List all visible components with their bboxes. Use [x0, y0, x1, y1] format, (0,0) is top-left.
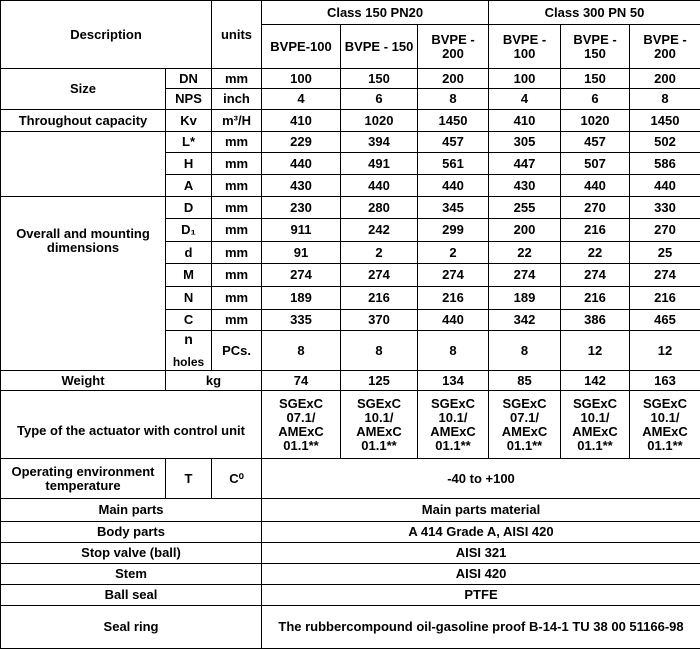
actuator-line: 10.1/: [633, 411, 697, 425]
blank-cell: [1, 132, 166, 197]
table-cell: 305: [489, 132, 561, 153]
table-cell: 8: [341, 331, 418, 371]
table-cell: 1450: [418, 110, 489, 132]
actuator-line: 07.1/: [265, 411, 337, 425]
table-cell: 345: [418, 197, 489, 219]
table-cell: 274: [561, 264, 630, 287]
table-cell: 457: [561, 132, 630, 153]
table-cell: 230: [262, 197, 341, 219]
actuator-line: 01.1**: [633, 439, 697, 453]
dn-symbol: DN: [166, 69, 212, 89]
model-header: BVPE - 200: [630, 25, 700, 69]
dimension-symbol: L*: [166, 132, 212, 153]
model-header: BVPE - 150: [341, 25, 418, 69]
table-cell: 274: [341, 264, 418, 287]
environment-value: -40 to +100: [262, 459, 700, 499]
table-cell: 274: [262, 264, 341, 287]
table-cell: 370: [341, 310, 418, 331]
table-row: [1, 499, 700, 522]
dimensions-label: Overall and mounting dimensions: [1, 197, 166, 371]
table-cell: 6: [561, 89, 630, 110]
actuator-line: SGExC: [421, 397, 485, 411]
table-cell: 142: [561, 371, 630, 391]
dimension-symbol: C: [166, 310, 212, 331]
actuator-line: 01.1**: [492, 439, 557, 453]
table-cell: 386: [561, 310, 630, 331]
table-cell: 6: [341, 89, 418, 110]
table-cell: 100: [262, 69, 341, 89]
table-row: [1, 110, 700, 132]
dimension-unit: mm: [212, 153, 262, 175]
part-name: Stop valve (ball): [1, 543, 262, 564]
actuator-line: AMExC: [344, 425, 414, 439]
model-header: BVPE-100: [262, 25, 341, 69]
description-header: Description: [1, 1, 212, 69]
table-row: [1, 606, 700, 649]
table-cell: 22: [489, 242, 561, 264]
dimension-unit: mm: [212, 197, 262, 219]
capacity-label: Throughout capacity: [1, 110, 166, 132]
model-header: BVPE - 100: [489, 25, 561, 69]
table-cell: 335: [262, 310, 341, 331]
part-material: PTFE: [262, 585, 700, 606]
weight-label: Weight: [1, 371, 166, 391]
table-cell: 440: [418, 175, 489, 197]
table-cell: 12: [630, 331, 700, 371]
actuator-line: 10.1/: [564, 411, 626, 425]
environment-symbol: T: [166, 459, 212, 499]
table-row: [1, 391, 700, 459]
table-cell: 440: [262, 153, 341, 175]
part-name: Stem: [1, 564, 262, 585]
actuator-line: SGExC: [633, 397, 697, 411]
table-cell: 430: [489, 175, 561, 197]
table-cell: 270: [561, 197, 630, 219]
table-cell: 342: [489, 310, 561, 331]
part-material: The rubbercompound oil-gasoline proof B-14-1 TU 38 00 51166-98: [262, 606, 700, 649]
environment-unit: C⁰: [212, 459, 262, 499]
table-cell: 216: [561, 287, 630, 310]
nps-unit: inch: [212, 89, 262, 110]
table-cell: 8: [418, 89, 489, 110]
table-cell: 200: [489, 219, 561, 242]
table-row: [1, 132, 700, 153]
holes-symbol-cell: [166, 331, 212, 371]
table-cell: 74: [262, 371, 341, 391]
table-cell: 200: [630, 69, 700, 89]
header-row-classes: [1, 1, 700, 25]
table-cell: 25: [630, 242, 700, 264]
table-cell: 242: [341, 219, 418, 242]
actuator-line: 01.1**: [265, 439, 337, 453]
nps-symbol: NPS: [166, 89, 212, 110]
table-cell: 447: [489, 153, 561, 175]
table-cell: 270: [630, 219, 700, 242]
dimension-symbol: D₁: [166, 219, 212, 242]
table-cell: 561: [418, 153, 489, 175]
table-row: [1, 197, 700, 219]
dimension-symbol: M: [166, 264, 212, 287]
table-cell: 216: [561, 219, 630, 242]
environment-label: Operating environment temperature: [1, 459, 166, 499]
table-cell: 22: [561, 242, 630, 264]
dimension-symbol: A: [166, 175, 212, 197]
table-cell: 125: [341, 371, 418, 391]
actuator-line: SGExC: [564, 397, 626, 411]
actuator-line: SGExC: [344, 397, 414, 411]
table-cell: 330: [630, 197, 700, 219]
holes-symbol-line2: holes: [169, 355, 208, 369]
actuator-line: 01.1**: [344, 439, 414, 453]
table-cell: 280: [341, 197, 418, 219]
table-cell: 2: [341, 242, 418, 264]
table-cell: 274: [630, 264, 700, 287]
size-label: Size: [1, 69, 166, 110]
table-cell: 255: [489, 197, 561, 219]
table-cell: 440: [341, 175, 418, 197]
part-material: A 414 Grade A, AISI 420: [262, 522, 700, 543]
class-150-header: Class 150 PN20: [262, 1, 489, 25]
weight-unit: kg: [166, 371, 262, 391]
model-header: BVPE - 150: [561, 25, 630, 69]
actuator-line: AMExC: [265, 425, 337, 439]
part-material: AISI 321: [262, 543, 700, 564]
actuator-cell: [418, 391, 489, 459]
table-cell: 229: [262, 132, 341, 153]
kv-symbol: Kv: [166, 110, 212, 132]
holes-symbol: n: [184, 331, 193, 347]
class-300-header: Class 300 PN 50: [489, 1, 700, 25]
table-cell: 430: [262, 175, 341, 197]
actuator-line: 10.1/: [344, 411, 414, 425]
actuator-line: 07.1/: [492, 411, 557, 425]
actuator-line: AMExC: [633, 425, 697, 439]
actuator-line: 10.1/: [421, 411, 485, 425]
table-row: [1, 459, 700, 499]
table-cell: 410: [262, 110, 341, 132]
table-cell: 491: [341, 153, 418, 175]
table-cell: 274: [489, 264, 561, 287]
dimension-unit: mm: [212, 310, 262, 331]
table-cell: 410: [489, 110, 561, 132]
dimension-unit: mm: [212, 175, 262, 197]
actuator-cell: [630, 391, 700, 459]
main-parts-header: Main parts: [1, 499, 262, 522]
dimension-unit: mm: [212, 287, 262, 310]
actuator-line: 01.1**: [564, 439, 626, 453]
table-cell: 502: [630, 132, 700, 153]
table-cell: 440: [418, 310, 489, 331]
table-cell: 134: [418, 371, 489, 391]
table-cell: 274: [418, 264, 489, 287]
part-material: AISI 420: [262, 564, 700, 585]
table-cell: 394: [341, 132, 418, 153]
actuator-line: AMExC: [492, 425, 557, 439]
main-parts-material-header: Main parts material: [262, 499, 700, 522]
table-cell: 440: [561, 175, 630, 197]
table-row: [1, 564, 700, 585]
holes-unit: PCs.: [212, 331, 262, 371]
table-cell: 440: [630, 175, 700, 197]
actuator-line: AMExC: [564, 425, 626, 439]
table-cell: 911: [262, 219, 341, 242]
dimension-symbol: D: [166, 197, 212, 219]
table-row: [1, 69, 700, 89]
model-header: BVPE - 200: [418, 25, 489, 69]
table-cell: 189: [489, 287, 561, 310]
dimension-unit: mm: [212, 242, 262, 264]
table-cell: 1020: [341, 110, 418, 132]
part-name: Body parts: [1, 522, 262, 543]
part-name: Ball seal: [1, 585, 262, 606]
table-cell: 8: [489, 331, 561, 371]
table-cell: 8: [418, 331, 489, 371]
actuator-cell: [262, 391, 341, 459]
capacity-unit: m³/H: [212, 110, 262, 132]
table-row: [1, 585, 700, 606]
table-cell: 457: [418, 132, 489, 153]
table-cell: 12: [561, 331, 630, 371]
table-cell: 216: [630, 287, 700, 310]
table-cell: 1450: [630, 110, 700, 132]
units-header: units: [212, 1, 262, 69]
table-cell: 85: [489, 371, 561, 391]
table-cell: 200: [418, 69, 489, 89]
dimension-symbol: H: [166, 153, 212, 175]
table-cell: 163: [630, 371, 700, 391]
actuator-line: AMExC: [421, 425, 485, 439]
part-name: Seal ring: [1, 606, 262, 649]
table-cell: 465: [630, 310, 700, 331]
actuator-cell: [561, 391, 630, 459]
dimension-unit: mm: [212, 132, 262, 153]
table-cell: 216: [341, 287, 418, 310]
actuator-line: 01.1**: [421, 439, 485, 453]
table-row: [1, 371, 700, 391]
table-cell: 586: [630, 153, 700, 175]
table-cell: 91: [262, 242, 341, 264]
dimension-symbol: N: [166, 287, 212, 310]
table-cell: 8: [262, 331, 341, 371]
table-row: [1, 522, 700, 543]
table-cell: 216: [418, 287, 489, 310]
dimension-symbol: d: [166, 242, 212, 264]
table-cell: 100: [489, 69, 561, 89]
table-cell: 1020: [561, 110, 630, 132]
table-cell: 8: [630, 89, 700, 110]
table-cell: 150: [341, 69, 418, 89]
dimension-unit: mm: [212, 264, 262, 287]
actuator-line: SGExC: [492, 397, 557, 411]
table-cell: 150: [561, 69, 630, 89]
table-cell: 299: [418, 219, 489, 242]
actuator-label: Type of the actuator with control unit: [1, 391, 262, 459]
table-cell: 4: [262, 89, 341, 110]
actuator-line: SGExC: [265, 397, 337, 411]
dimension-unit: mm: [212, 219, 262, 242]
actuator-cell: [341, 391, 418, 459]
actuator-cell: [489, 391, 561, 459]
table-cell: 4: [489, 89, 561, 110]
table-row: [1, 543, 700, 564]
table-cell: 507: [561, 153, 630, 175]
table-cell: 189: [262, 287, 341, 310]
table-cell: 2: [418, 242, 489, 264]
dn-unit: mm: [212, 69, 262, 89]
